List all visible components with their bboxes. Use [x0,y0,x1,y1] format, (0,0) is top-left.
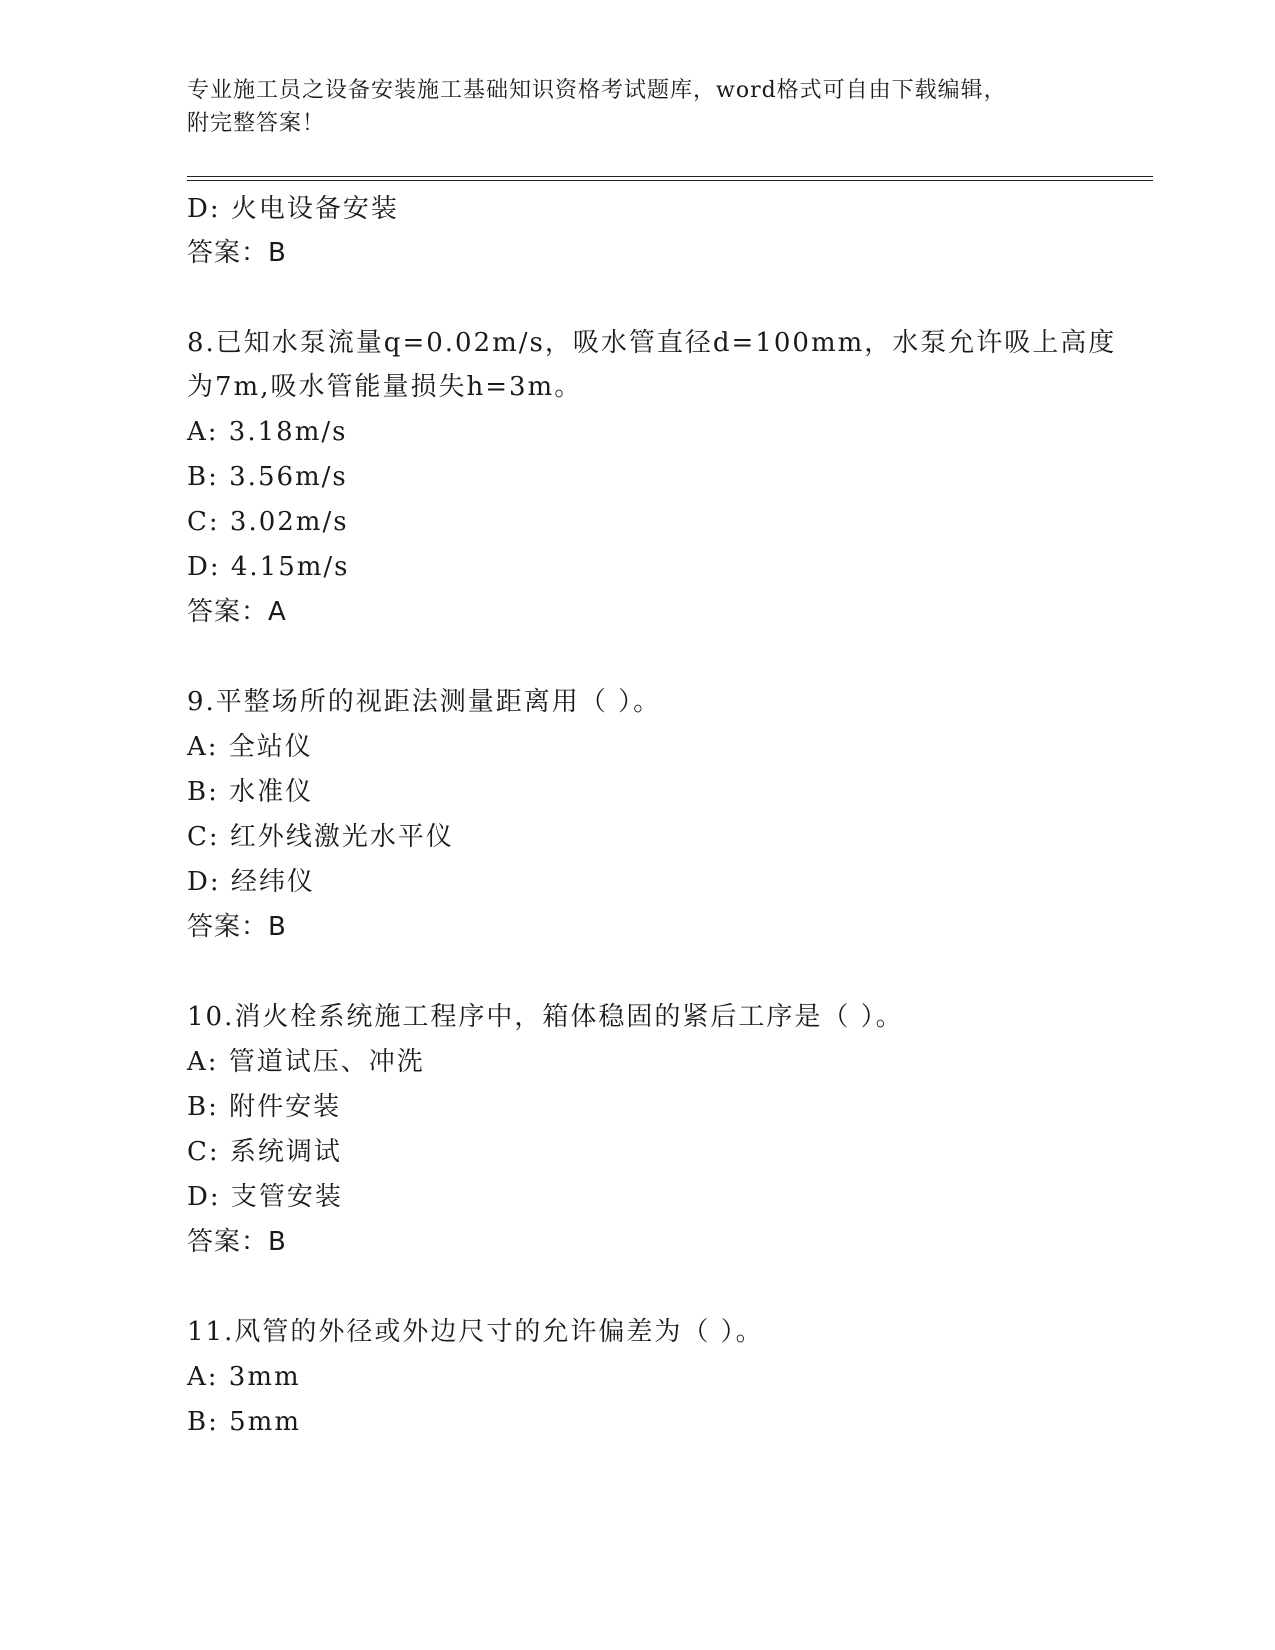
question-8-answer: 答案：A [187,597,287,627]
header-line-1: 专业施工员之设备安装施工基础知识资格考试题库，word格式可自由下载编辑， [187,78,1007,103]
question-8-stem-cont: 为7m,吸水管能量损失h=3m。 [187,372,583,402]
question-10-answer: 答案：B [187,1227,287,1257]
question-9-option-c: C: 红外线激光水平仪 [187,822,454,852]
document-header [187,74,1087,140]
question-9-stem: 9.平整场所的视距法测量距离用（ ）。 [187,687,662,717]
question-9-answer: 答案：B [187,912,287,942]
question-8-option-b: B: 3.56m/s [187,462,348,492]
question-9-option-a: A: 全站仪 [187,732,313,762]
question-10-option-d: D: 支管安装 [187,1182,343,1212]
question-8-option-a: A: 3.18m/s [187,417,348,447]
question-10-option-c: C: 系统调试 [187,1137,342,1167]
question-8-option-d: D: 4.15m/s [187,552,350,582]
question-10-stem: 10.消火栓系统施工程序中，箱体稳固的紧后工序是（ ）。 [187,1002,904,1032]
question-9-option-d: D: 经纬仪 [187,867,315,897]
question-9-option-b: B: 水准仪 [187,777,314,807]
header-divider [187,176,1153,181]
answer-label: 答案：B [187,238,287,268]
question-11-option-b: B: 5mm [187,1407,301,1437]
question-11-option-a: A: 3mm [187,1362,301,1392]
question-8-option-c: C: 3.02m/s [187,507,349,537]
header-line-2: 附完整答案！ [187,111,326,136]
question-11-stem: 11.风管的外径或外边尺寸的允许偏差为（ ）。 [187,1317,764,1347]
question-8-stem: 8.已知水泵流量q=0.02m/s，吸水管直径d=100mm，水泵允许吸上高度 [187,328,1117,358]
question-10-option-a: A: 管道试压、冲洗 [187,1047,425,1077]
question-10-option-b: B: 附件安装 [187,1092,342,1122]
option-d: D: 火电设备安装 [187,194,399,224]
